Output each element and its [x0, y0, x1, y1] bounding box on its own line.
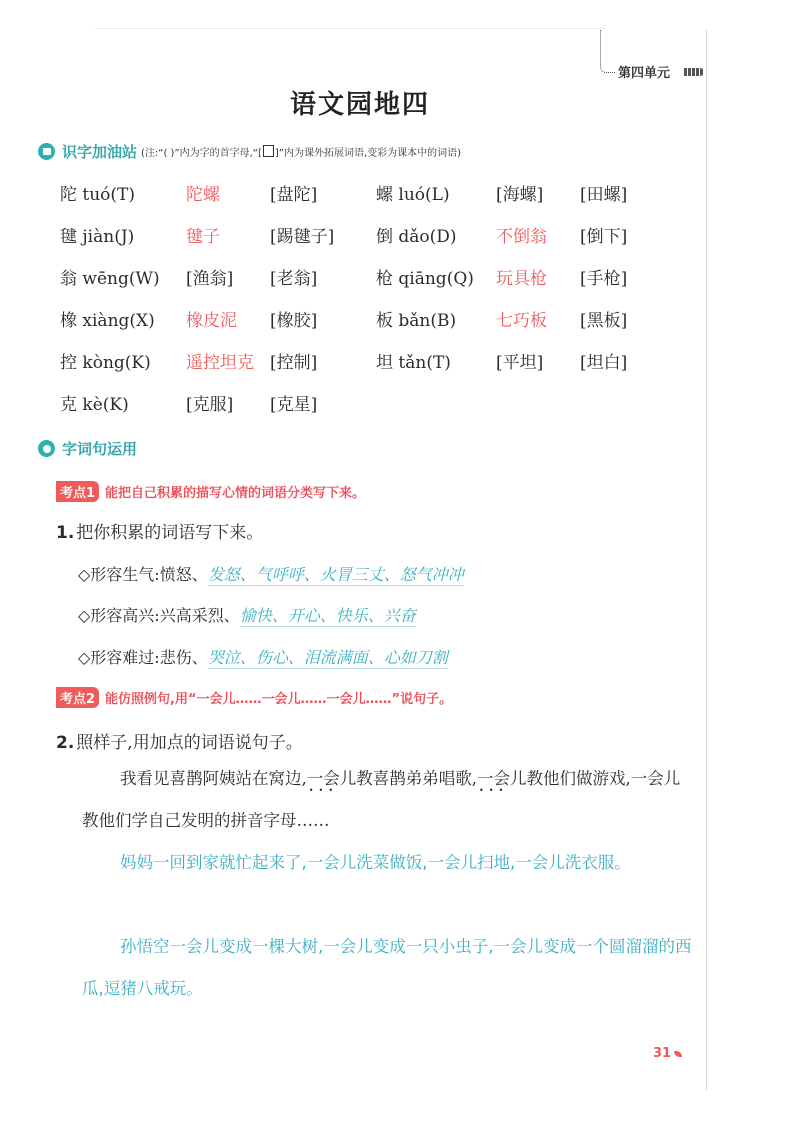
vocab-cell: 橡 xiàng(X)	[60, 311, 155, 331]
vocab-cell: [踢毽子]	[270, 227, 335, 247]
vocab-answer: 玩具枪	[496, 269, 547, 289]
answer-line-sad	[78, 645, 448, 668]
question-2-number: 2.	[56, 733, 75, 753]
vocab-cell: 翁 wēng(W)	[60, 269, 160, 289]
section-literacy-note: (注:“( )”内为字的首字母,“[ ]”内为课外拓展词语,变彩为课本中的词语)	[141, 144, 461, 159]
example-sentence: 我看见喜鹊阿姨站在窝边,一会儿 • • •教喜鹊弟弟唱歌,一会儿 • • •教他们做游戏,一会儿教他们学自己发明的拼音字母……	[82, 758, 692, 842]
vocab-cell: 毽 jiàn(J)	[60, 227, 135, 247]
leaf-icon	[674, 1051, 682, 1057]
handwritten-answer: 哭泣、伤心、泪流满面、心如刀割	[207, 648, 448, 667]
unit-tag	[598, 30, 710, 80]
answer-line-label: ◇形容高兴:兴高采烈、	[78, 606, 240, 625]
handwritten-answer: 发怒、气呼呼、火冒三丈、怒气冲冲	[207, 565, 464, 584]
stripe-decoration-icon	[684, 68, 704, 76]
kaodian-1	[56, 481, 365, 502]
emphasis-dotted-word: 一会儿 • • •	[307, 769, 357, 788]
vocab-cell: 坦 tǎn(T)	[376, 353, 451, 373]
vocab-cell: 克 kè(K)	[60, 395, 129, 415]
page-edge	[706, 30, 707, 1090]
vocab-cell: [手枪]	[580, 269, 628, 289]
flower-icon	[38, 440, 55, 457]
kaodian-1-text: 能把自己积累的描写心情的词语分类写下来。	[105, 486, 366, 501]
vocab-cell: [渔翁]	[186, 269, 234, 289]
vocab-answer: 毽子	[186, 227, 220, 247]
question-1	[56, 518, 263, 543]
vocab-cell: 板 bǎn(B)	[376, 311, 457, 331]
kaodian-2	[56, 687, 452, 708]
vocab-cell: 枪 qiāng(Q)	[376, 269, 474, 289]
vocab-cell: [平坦]	[496, 353, 544, 373]
section-usage-header	[38, 438, 137, 459]
page-number: 31	[653, 1046, 682, 1061]
vocab-cell: [盘陀]	[270, 185, 318, 205]
kaodian-1-tag: 考点1	[56, 481, 99, 502]
kaodian-2-tag: 考点2	[56, 687, 99, 708]
question-2-text: 照样子,用加点的词语说句子。	[76, 733, 303, 753]
vocab-cell: 陀 tuó(T)	[60, 185, 136, 205]
handwritten-answer: 愉快、开心、快乐、兴奋	[239, 606, 416, 625]
vocab-cell: [控制]	[270, 353, 318, 373]
vocab-cell: 螺 luó(L)	[376, 185, 450, 205]
vocab-cell: [田螺]	[580, 185, 628, 205]
section-literacy-title: 识字加油站	[62, 143, 138, 161]
question-2	[56, 728, 303, 753]
question-1-number: 1.	[56, 523, 75, 543]
vocab-cell: [克服]	[186, 395, 234, 415]
answer-line-label: ◇形容难过:悲伤、	[78, 648, 208, 667]
vocab-cell: 控 kòng(K)	[60, 353, 151, 373]
kaodian-2-text: 能仿照例句,用“一会儿……一会儿……一会儿……”说句子。	[105, 692, 453, 707]
page-title: 语文园地四	[289, 90, 430, 120]
question-1-text: 把你积累的词语写下来。	[76, 523, 264, 543]
book-icon	[38, 143, 55, 160]
vocab-cell: [黑板]	[580, 311, 628, 331]
answer-sentence-1: 妈妈一回到家就忙起来了,一会儿洗菜做饭,一会儿扫地,一会儿洗衣服。	[120, 853, 631, 872]
vocab-answer: 七巧板	[496, 311, 547, 331]
answer-line-angry	[78, 562, 464, 585]
unit-label: 第四单元	[618, 66, 671, 81]
vocab-cell: [老翁]	[270, 269, 318, 289]
vocab-cell: [倒下]	[580, 227, 628, 247]
section-literacy-header	[38, 141, 461, 162]
section-usage-title: 字词句运用	[62, 440, 138, 458]
vocab-answer: 橡皮泥	[186, 311, 237, 331]
top-rule	[95, 28, 605, 29]
vocab-cell: [坦白]	[580, 353, 628, 373]
answer-line-happy	[78, 603, 416, 626]
vocab-cell: [克星]	[270, 395, 318, 415]
vocab-cell: [橡胶]	[270, 311, 318, 331]
answer-line-label: ◇形容生气:愤怒、	[78, 565, 208, 584]
vocab-answer: 遥控坦克	[186, 353, 254, 373]
vocab-answer: 不倒翁	[496, 227, 547, 247]
vocab-answer: 陀螺	[186, 185, 220, 205]
vocab-cell: [海螺]	[496, 185, 544, 205]
vocab-cell: 倒 dǎo(D)	[376, 227, 457, 247]
emphasis-dotted-word: 一会儿 • • •	[477, 769, 527, 788]
bracket-decoration	[600, 30, 615, 73]
answer-sentence-2: 孙悟空一会儿变成一棵大树,一会儿变成一只小虫子,一会儿变成一个圆溜溜的西瓜,逗猪八戒玩。	[82, 937, 692, 998]
